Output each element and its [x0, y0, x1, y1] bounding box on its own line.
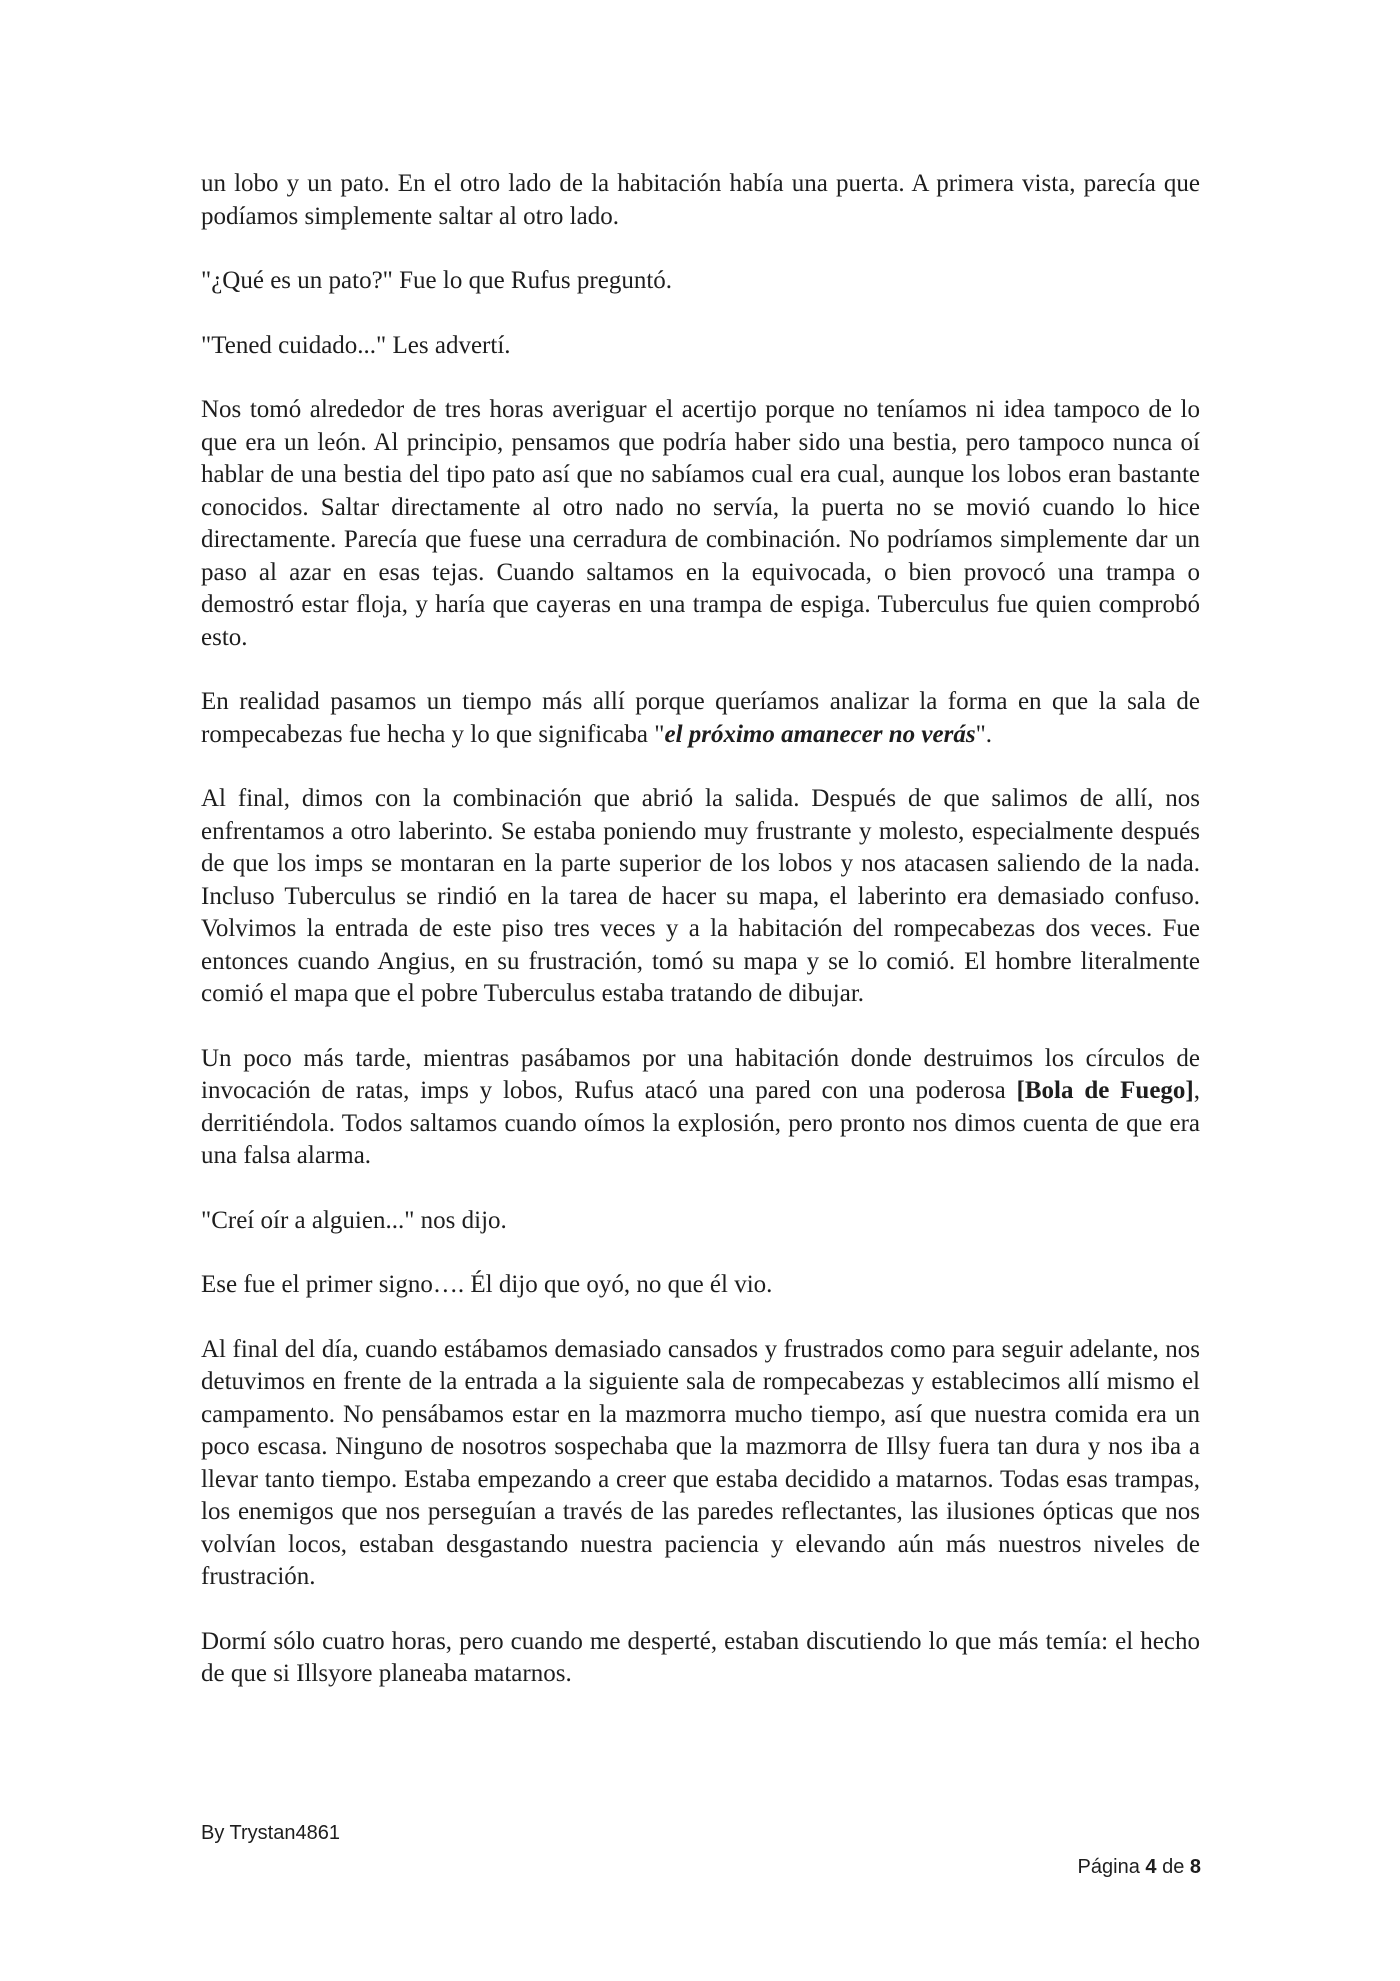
paragraph-7-text-after: , derritiéndola. Todos saltamos cuando oímos la explosión, pero pronto nos dimos cuenta de que era una falsa alarma.: [201, 1077, 1200, 1169]
current-page: 4: [1145, 1856, 1157, 1878]
spell-name: [Bola de Fuego]: [1016, 1077, 1194, 1104]
paragraph-5-text-before: En realidad pasamos un tiempo más allí porque queríamos analizar la forma en que la sala de rompecabezas fue hecha y lo que significaba ": [201, 688, 1200, 748]
paragraph-5-text-after: ".: [975, 720, 993, 748]
footer-page-number: [1078, 1856, 1201, 1879]
footer-author: By Trystan4861: [201, 1822, 340, 1844]
paragraph-3: "Tened cuidado..." Les advertí.: [201, 331, 511, 359]
paragraph-1: un lobo y un pato. En el otro lado de la habitación había una puerta. A primera vista, parecía que podíamos simplemente saltar al otro lado.: [201, 170, 1200, 230]
paragraph-8: "Creí oír a alguien..." nos dijo.: [201, 1206, 507, 1234]
paragraph-10: Al final del día, cuando estábamos demasiado cansados y frustrados como para seguir adelante, nos detuvimos en frente de la entrada a la siguiente sala de rompecabezas y establecimos allí mismo el campamento. No pensábamos estar en la mazmorra mucho tiempo, así que nuestra comida era un poco escasa. Ninguno de nosotros sospechaba que la mazmorra de Illsy fuera tan dura y nos iba a llevar tanto tiempo. Estaba empezando a creer que estaba decidido a matarnos. Todas esas trampas, los enemigos que nos perseguían a través de las paredes reflectantes, las ilusiones ópticas que nos volvían locos, estaban desgastando nuestra paciencia y elevando aún más nuestros niveles de frustración.: [201, 1335, 1200, 1590]
total-pages: 8: [1189, 1856, 1201, 1878]
paragraph-4: Nos tomó alrededor de tres horas averiguar el acertijo porque no teníamos ni idea tampoco de lo que era un león. Al principio, pensamos que podría haber sido una bestia, pero tampoco nunca oí hablar de una bestia del tipo pato así que no sabíamos cual era cual, aunque los lobos eran bastante conocidos. Saltar directamente al otro nado no servía, la puerta no se movió cuando lo hice directamente. Parecía que fuese una cerradura de combinación. No podríamos simplemente dar un paso al azar en esas tejas. Cuando saltamos en la equivocada, o bien provocó una trampa o demostró estar floja, y haría que cayeras en una trampa de espiga. Tuberculus fue quien comprobó esto.: [201, 396, 1200, 651]
paragraph-9: Ese fue el primer signo…. Él dijo que oyó, no que él vio.: [201, 1271, 773, 1298]
paragraph-2: "¿Qué es un pato?" Fue lo que Rufus preguntó.: [201, 267, 673, 294]
page-label: Página: [1077, 1856, 1146, 1878]
paragraph-5: [201, 686, 1200, 751]
emphasized-quote: el próximo amanecer no verás: [664, 720, 976, 748]
paragraph-7-text-before: Un poco más tarde, mientras pasábamos por una habitación donde destruimos los círculos de invocación de ratas, imps y lobos, Rufus atacó una pared con una poderosa: [201, 1044, 1200, 1104]
page-of: de: [1156, 1856, 1190, 1878]
paragraph-6: Al final, dimos con la combinación que abrió la salida. Después de que salimos de allí, nos enfrentamos a otro laberinto. Se estaba poniendo muy frustrante y molesto, especialmente después de que los imps se montaran en la parte superior de los lobos y nos atacasen saliendo de la nada. Incluso Tuberculus se rindió en la tarea de hacer su mapa, el laberinto era demasiado confuso. Volvimos la entrada de este piso tres veces y a la habitación del rompecabezas dos veces. Fue entonces cuando Angius, en su frustración, tomó su mapa y se lo comió. El hombre literalmente comió el mapa que el pobre Tuberculus estaba tratando de dibujar.: [201, 785, 1200, 1007]
paragraph-7: [201, 1043, 1200, 1173]
document-body: [201, 168, 1200, 1691]
paragraph-11: Dormí sólo cuatro horas, pero cuando me desperté, estaban discutiendo lo que más temía: el hecho de que si Illsyore planeaba matarnos.: [201, 1627, 1200, 1687]
